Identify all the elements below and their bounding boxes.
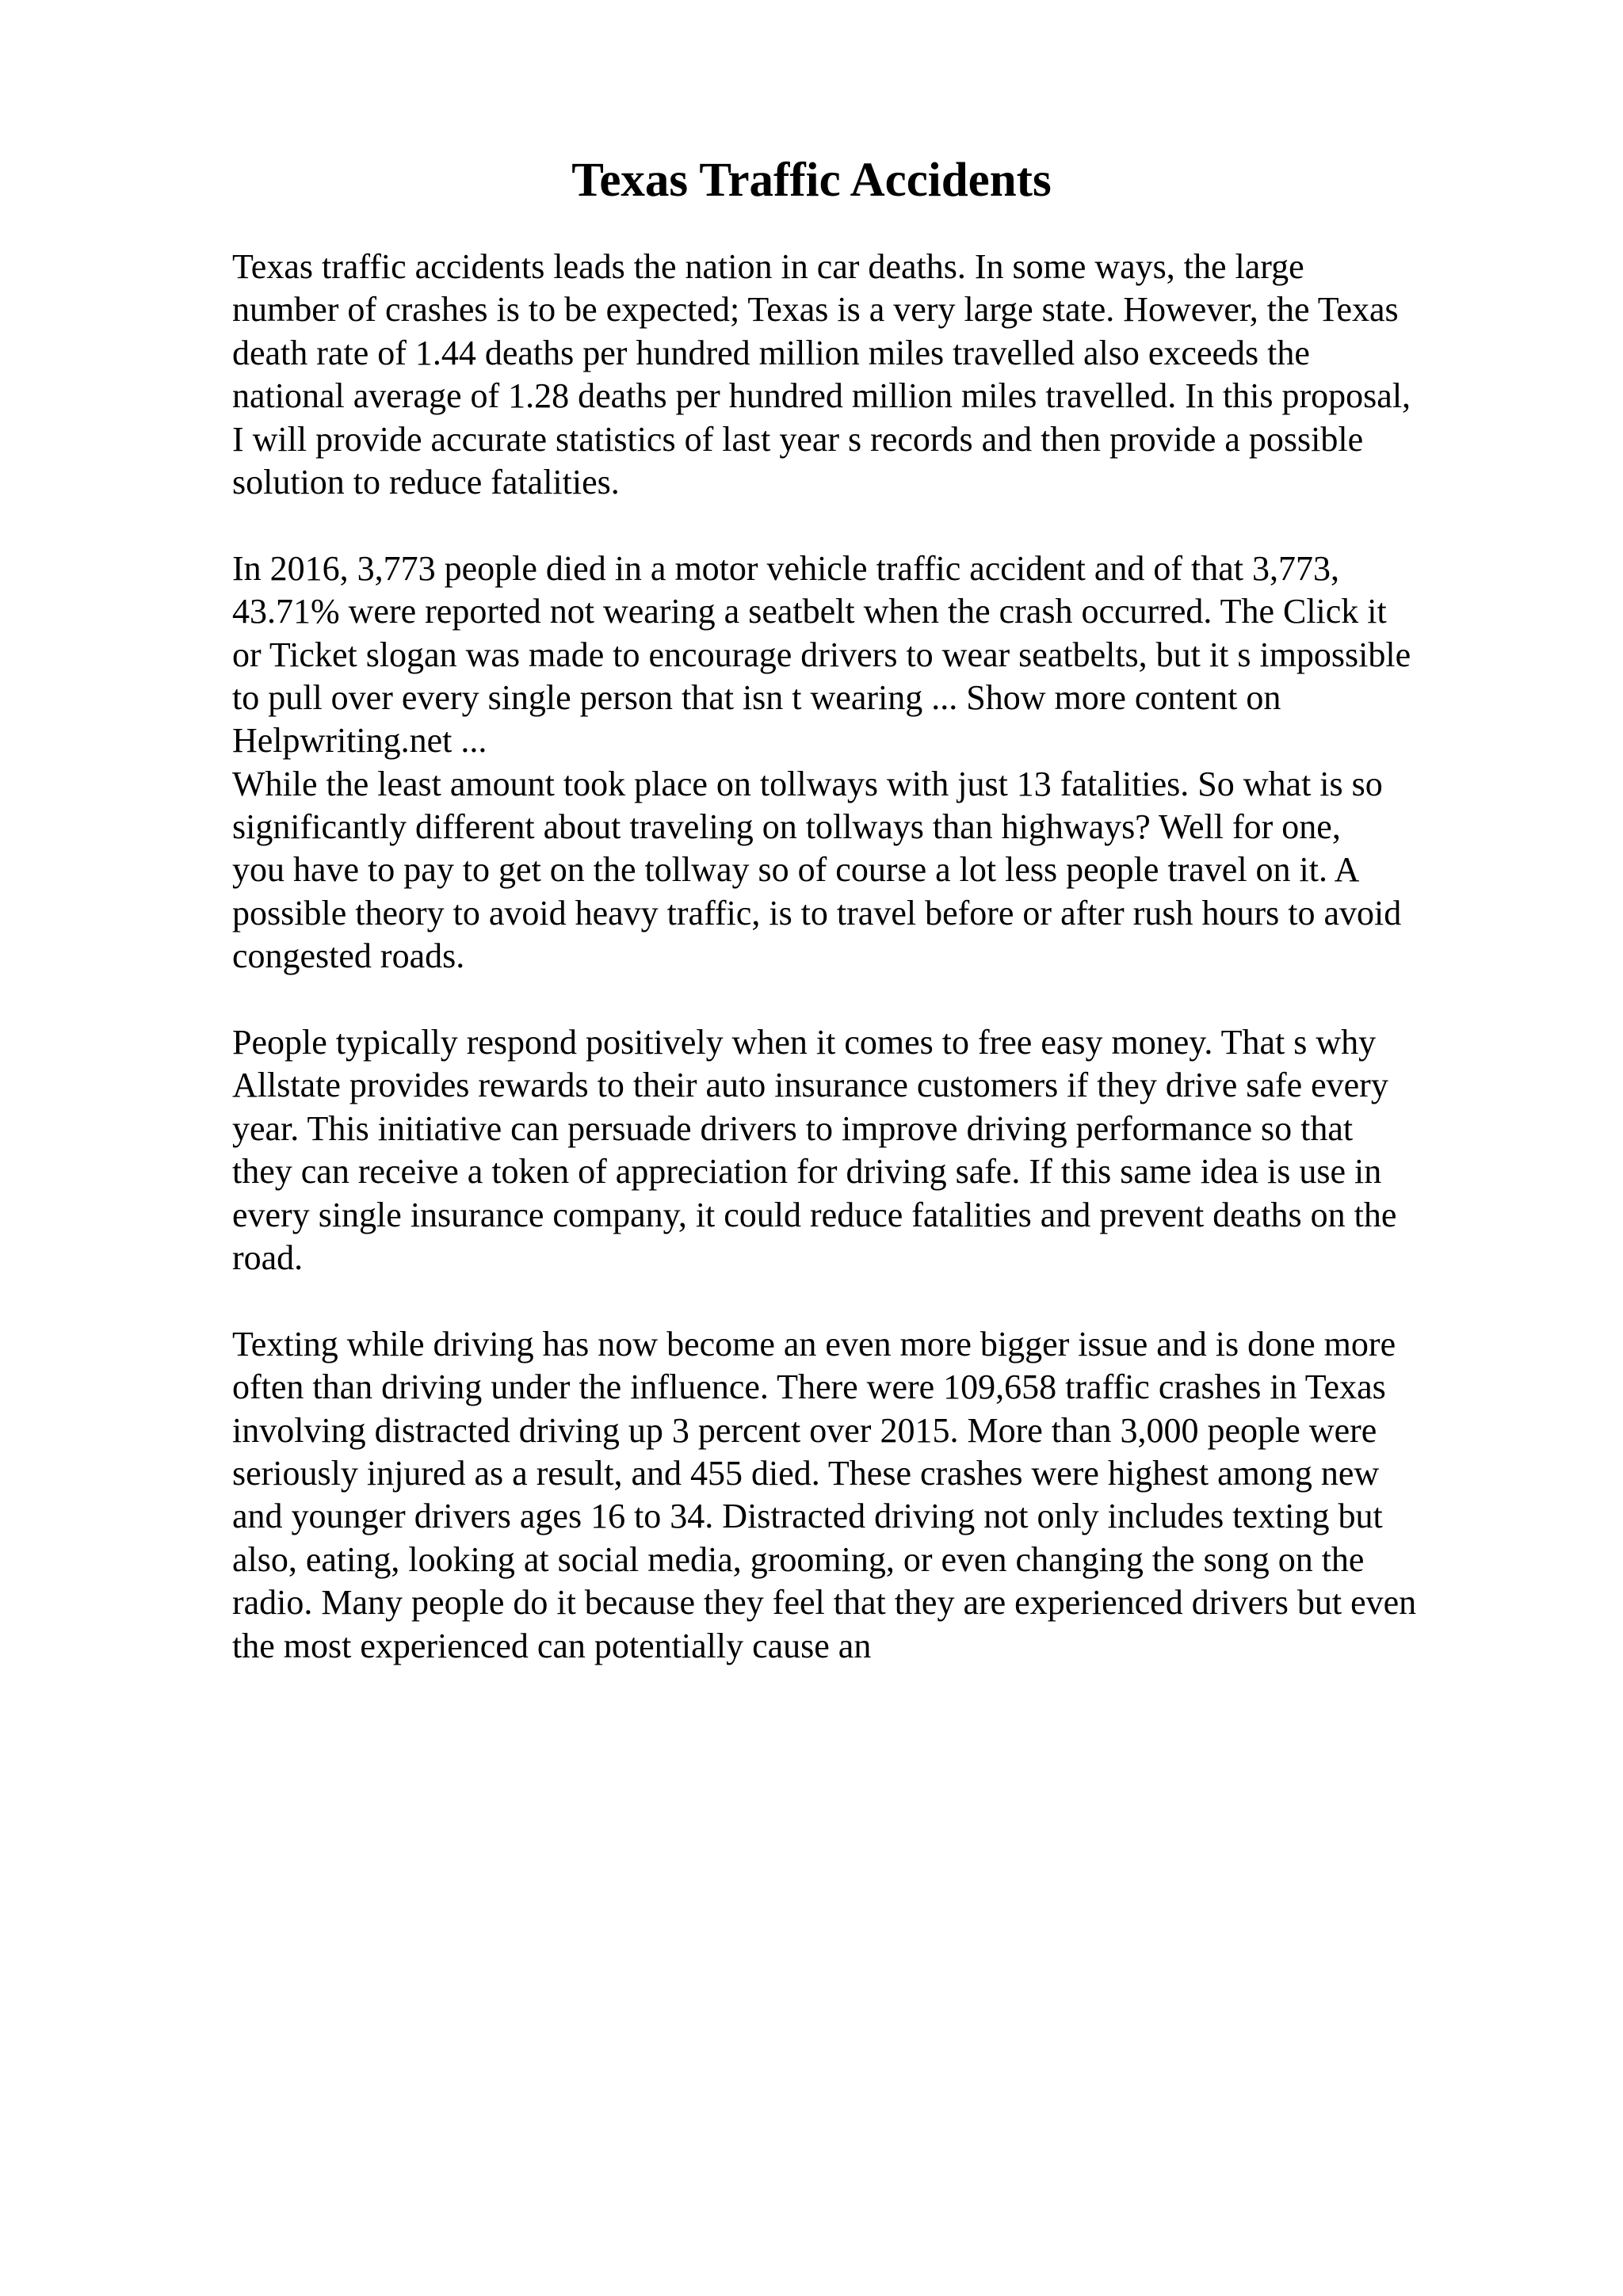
text-line: death rate of 1.44 deaths per hundred million miles travelled also exceeds the — [232, 333, 1310, 372]
text-line: involving distracted driving up 3 percent over 2015. More than 3,000 people were — [232, 1410, 1377, 1450]
text-line: year. This initiative can persuade drivers to improve driving performance so that — [232, 1108, 1354, 1148]
paragraph-insurance — [232, 1021, 1579, 1280]
text-line: Texting while driving has now become an even more bigger issue and is done more — [232, 1324, 1396, 1363]
text-line: congested roads. — [232, 936, 465, 976]
text-line: 43.71% were reported not wearing a seatbelt when the crash occurred. The Click it — [232, 592, 1387, 631]
text-line: Texas traffic accidents leads the nation in car deaths. In some ways, the large — [232, 247, 1304, 286]
text-line: the most experienced can potentially cause an — [232, 1626, 872, 1665]
paragraph-intro — [232, 246, 1579, 504]
paragraph-texting — [232, 1323, 1579, 1668]
text-line: In 2016, 3,773 people died in a motor vehicle traffic accident and of that 3,773, — [232, 548, 1339, 588]
text-line: they can receive a token of appreciation for driving safe. If this same idea is use in — [232, 1152, 1382, 1192]
text-line: or Ticket slogan was made to encourage drivers to wear seatbelts, but it s impossible — [232, 635, 1411, 674]
text-line: and younger drivers ages 16 to 34. Distracted driving not only includes texting but — [232, 1497, 1383, 1536]
paragraph-spacer — [232, 504, 1579, 547]
text-line: radio. Many people do it because they feel that they are experienced drivers but even — [232, 1583, 1417, 1623]
paragraph-tollways — [232, 763, 1579, 978]
text-line: every single insurance company, it could reduce fatalities and prevent deaths on the — [232, 1195, 1397, 1234]
document-body — [232, 246, 1579, 1668]
paragraph-seatbelt — [232, 547, 1579, 763]
text-line: number of crashes is to be expected; Texas is a very large state. However, the Texas — [232, 290, 1399, 330]
text-line: road. — [232, 1238, 304, 1277]
text-line: possible theory to avoid heavy traffic, is to travel before or after rush hours to avoid — [232, 893, 1402, 933]
text-line: solution to reduce fatalities. — [232, 462, 620, 502]
paragraph-spacer — [232, 978, 1579, 1021]
text-line: While the least amount took place on tollways with just 13 fatalities. So what is so — [232, 764, 1383, 803]
text-line: to pull over every single person that isn t wearing ... Show more content on — [232, 677, 1281, 717]
text-line: often than driving under the influence. There were 109,658 traffic crashes in Texas — [232, 1367, 1386, 1407]
text-line: you have to pay to get on the tollway so of course a lot less people travel on it. A — [232, 850, 1360, 890]
text-line: People typically respond positively when it comes to free easy money. That s why — [232, 1023, 1377, 1062]
paragraph-spacer — [232, 1280, 1579, 1322]
document-title: Texas Traffic Accidents — [571, 154, 1052, 207]
text-line: Allstate provides rewards to their auto insurance customers if they drive safe every — [232, 1066, 1388, 1105]
text-line: Helpwriting.net ... — [232, 721, 487, 761]
text-line: also, eating, looking at social media, grooming, or even changing the song on the — [232, 1539, 1365, 1579]
text-line: national average of 1.28 deaths per hundred million miles travelled. In this proposal, — [232, 376, 1411, 416]
text-line: significantly different about traveling on tollways than highways? Well for one, — [232, 807, 1341, 847]
text-line: seriously injured as a result, and 455 died. These crashes were highest among new — [232, 1453, 1380, 1493]
text-line: I will provide accurate statistics of last year s records and then provide a possible — [232, 419, 1364, 459]
